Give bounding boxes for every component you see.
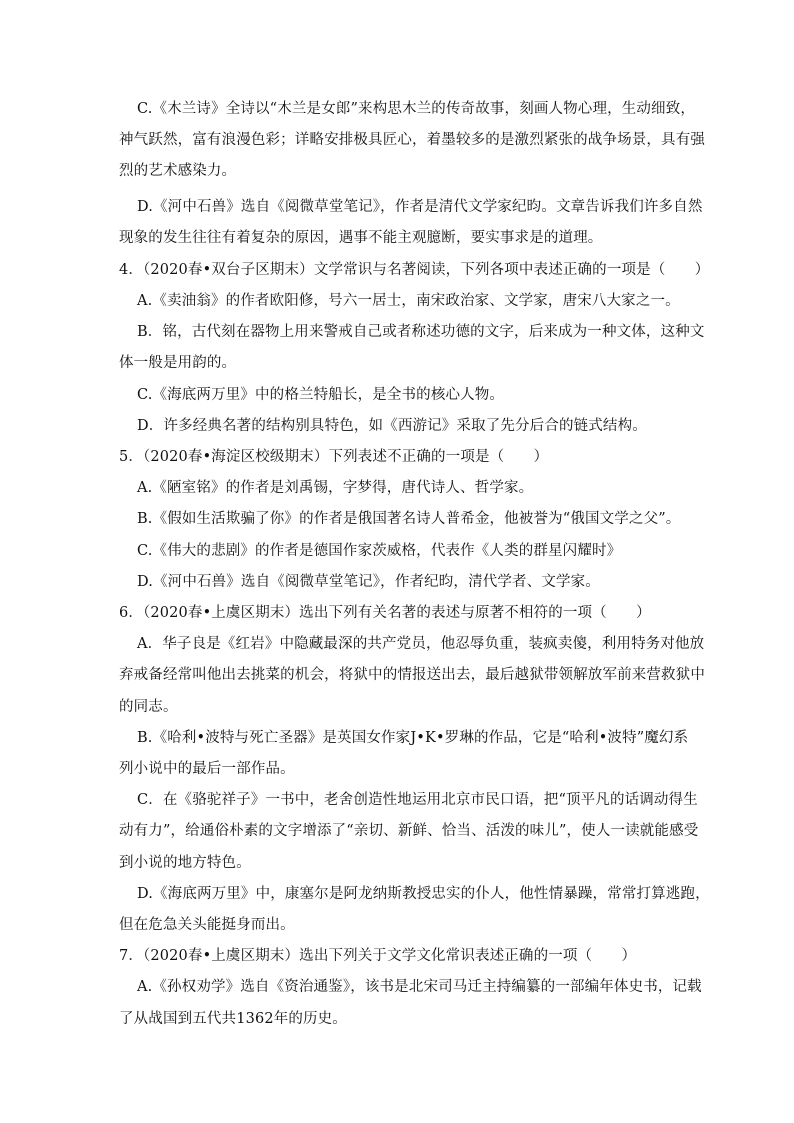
option-line: D.《河中石兽》选自《阅微草堂笔记》，作者纪昀，清代学者、文学家。 <box>137 574 600 590</box>
option-line: B．铭，古代刻在器物上用来警戒自己或者称述功德的文字，后来成为一种文体，这种文 <box>137 324 705 340</box>
question-stem: 5．（2020春•海淀区校级期末）下列表述不正确的一项是（ ） <box>119 449 549 465</box>
option-line: A.《孙权劝学》选自《资治通鉴》，该书是北宋司马迁主持编纂的一部编年体史书，记载 <box>137 979 702 995</box>
option-line: C．在《骆驼祥子》一书中，老舍创造性地运用北京市民口语，把“顶平凡的话调动得生 <box>137 792 698 808</box>
question-stem: 7．（2020春•上虞区期末）选出下列关于文学文化常识表述正确的一项（ ） <box>119 948 637 964</box>
text-line: 动有力”，给通俗朴素的文字增添了“亲切、新鲜、恰当、活泼的味儿”，使人一读就能感受 <box>119 823 699 839</box>
option-line: D.《海底两万里》中，康塞尔是阿龙纳斯教授忠实的仆人，他性情暴躁，常常打算逃跑， <box>137 886 710 902</box>
text-line: 但在危急关头能挺身而出。 <box>119 917 295 933</box>
text-line: 列小说中的最后一部作品。 <box>119 761 295 777</box>
option-line: A.《陋室铭》的作者是刘禹锡，字梦得，唐代诗人、哲学家。 <box>137 480 534 496</box>
text-line: C.《木兰诗》全诗以“木兰是女郎”来构思木兰的传奇故事，刻画人物心理，生动细致， <box>137 101 696 117</box>
text-line: 了从战国到五代共1362年的历史。 <box>119 1011 347 1027</box>
option-line: B.《哈利•波特与死亡圣器》是英国女作家J•K•罗琳的作品，它是“哈利•波特”魔幻系 <box>137 730 689 746</box>
text-line: 的同志。 <box>119 699 178 715</box>
option-line: A．华子良是《红岩》中隐藏最深的共产党员，他忍辱负重，装疯卖傻，利用特务对他放 <box>137 636 705 652</box>
question-stem: 4．（2020春•双台子区期末）文学常识与名著阅读，下列各项中表述正确的一项是（ ） <box>119 262 710 278</box>
text-line: 现象的发生往往有着复杂的原因，遇事不能主观臆断，要实事求是的道理。 <box>119 230 603 246</box>
option-line: D．许多经典名著的结构别具特色，如《西游记》采取了先分后合的链式结构。 <box>137 418 647 434</box>
text-line: 烈的艺术感染力。 <box>119 163 237 179</box>
option-line: C.《海底两万里》中的格兰特船长，是全书的核心人物。 <box>137 387 505 403</box>
text-line: D.《河中石兽》选自《阅微草堂笔记》，作者是清代文学家纪昀。文章告诉我们许多自然 <box>137 199 703 215</box>
option-line: C.《伟大的悲剧》的作者是德国作家茨威格，代表作《人类的群星闪耀时》 <box>137 543 622 559</box>
option-line: B.《假如生活欺骗了你》的作者是俄国著名诗人普希金，他被誉为“俄国文学之父”。 <box>137 511 681 527</box>
text-line: 体一般是用韵的。 <box>119 355 237 371</box>
option-line: A.《卖油翁》的作者欧阳修，号六一居士，南宋政治家、文学家，唐宋八大家之一。 <box>137 293 680 309</box>
text-line: 神气跃然，富有浪漫色彩；详略安排极具匠心，着墨较多的是激烈紧张的战争场景，具有强 <box>119 132 705 148</box>
question-stem: 6．（2020春•上虞区期末）选出下列有关名著的表述与原著不相符的一项（ ） <box>119 605 651 621</box>
text-line: 弃戒备经常叫他出去挑菜的机会，将狱中的情报送出去，最后越狱带领解放军前来营救狱中 <box>119 667 705 683</box>
text-line: 到小说的地方特色。 <box>119 855 251 871</box>
